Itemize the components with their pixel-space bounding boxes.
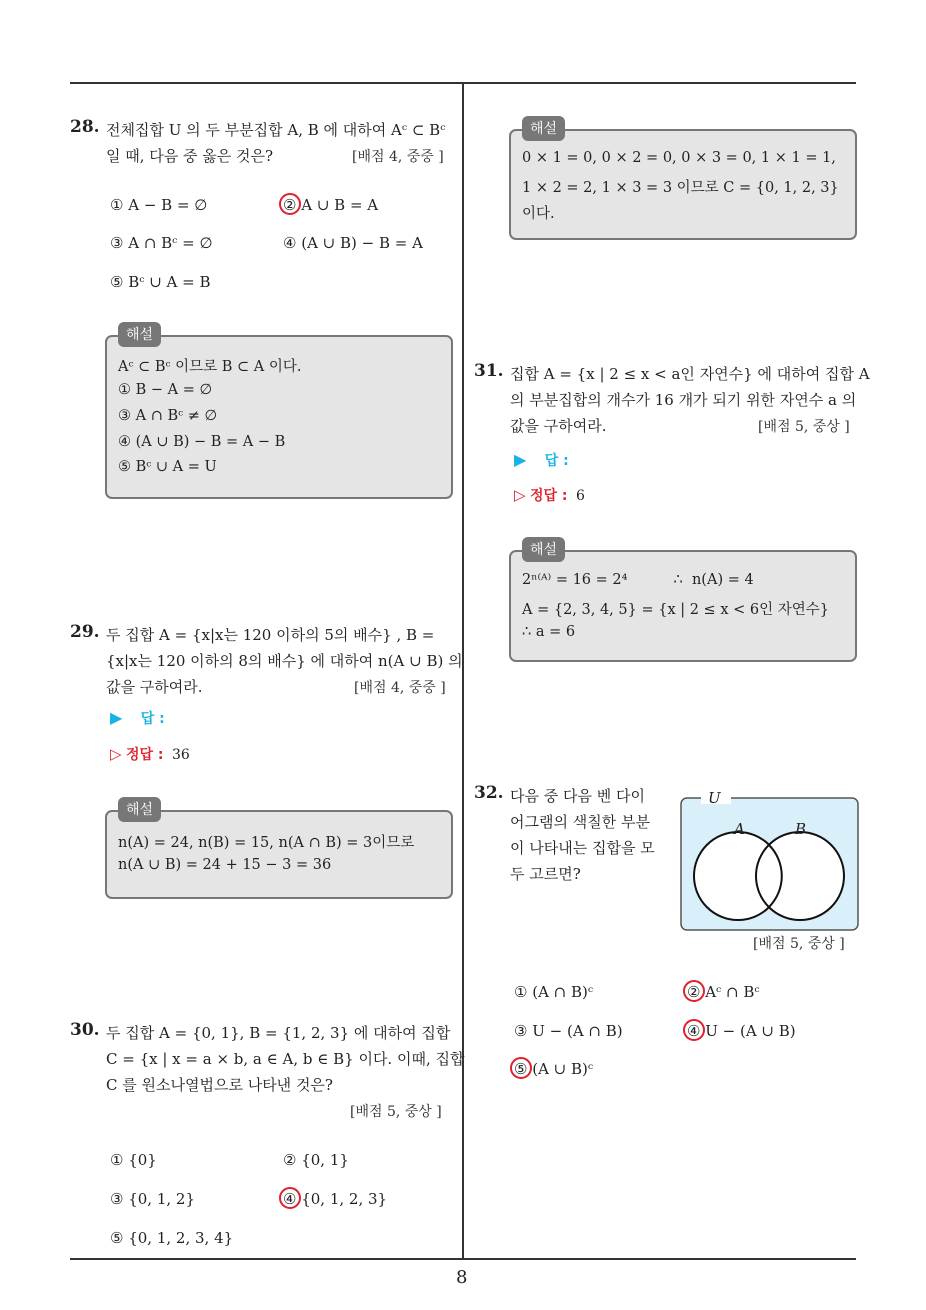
option-4[interactable]: ④ (A ∪ B) − B = A: [283, 234, 423, 252]
option-4[interactable]: ④ {0, 1, 2, 3}: [283, 1190, 388, 1208]
score-difficulty: [배점 5, 중상 ]: [753, 936, 845, 952]
score-difficulty: [배점 5, 중상 ]: [350, 1104, 442, 1120]
question-text: 어그램의 색칠한 부분: [510, 813, 650, 831]
correct-answer-row: [514, 485, 585, 505]
explanation-line: ⑤ Bᶜ ∪ A = U: [118, 459, 217, 475]
explanation-line: n(A) = 24, n(B) = 15, n(A ∩ B) = 3이므로: [118, 835, 415, 851]
score-difficulty: [배점 4, 중중 ]: [354, 680, 446, 696]
play-triangle-icon: ▶: [514, 450, 527, 469]
question-number: 30.: [70, 1020, 100, 1040]
option-3[interactable]: ③ A ∩ Bᶜ = ∅: [110, 234, 213, 252]
answer-row: [110, 708, 165, 728]
explanation-tag: 해설: [118, 322, 161, 347]
question-number: 32.: [474, 783, 504, 803]
venn-label-u: U: [708, 789, 721, 807]
explanation-box: [105, 810, 453, 899]
explanation-line: 1 × 2 = 2, 1 × 3 = 3 이므로 C = {0, 1, 2, 3}: [522, 180, 839, 196]
column-divider: [462, 84, 464, 1259]
option-2[interactable]: ② {0, 1}: [283, 1151, 349, 1169]
correct-answer-label: 정답 :: [530, 488, 568, 504]
selected-answer-mark: [510, 1057, 532, 1079]
question-number: 29.: [70, 622, 100, 642]
explanation-line: ① B − A = ∅: [118, 382, 213, 398]
question-text: 값을 구하여라.: [106, 678, 203, 696]
score-difficulty: [배점 4, 중중 ]: [352, 149, 444, 165]
option-1[interactable]: ① {0}: [110, 1151, 157, 1169]
question-text: 집합 A = {x | 2 ≤ x < a인 자연수} 에 대하여 집합 A: [510, 365, 870, 383]
option-1[interactable]: ① A − B = ∅: [110, 196, 208, 214]
answer-row: [514, 450, 569, 470]
option-5[interactable]: ⑤ {0, 1, 2, 3, 4}: [110, 1229, 234, 1247]
selected-answer-mark: [683, 1019, 705, 1041]
venn-label-b: B: [795, 820, 807, 838]
question-text: 일 때, 다음 중 옳은 것은?: [106, 147, 274, 165]
question-text: 값을 구하여라.: [510, 417, 607, 435]
question-text: 두 집합 A = {0, 1}, B = {1, 2, 3} 에 대하여 집합: [106, 1024, 451, 1042]
explanation-line: ④ (A ∪ B) − B = A − B: [118, 434, 286, 450]
explanation-tag: 해설: [118, 797, 161, 822]
question-text: C = {x | x = a × b, a ∈ A, b ∈ B} 이다. 이때, 집합: [106, 1050, 465, 1068]
page-number: 8: [456, 1267, 468, 1288]
option-1[interactable]: ① (A ∩ B)ᶜ: [514, 983, 594, 1001]
explanation-line: Aᶜ ⊂ Bᶜ 이므로 B ⊂ A 이다.: [118, 359, 302, 375]
question-text: C 를 원소나열법으로 나타낸 것은?: [106, 1076, 333, 1094]
explanation-tag: 해설: [522, 537, 565, 562]
play-triangle-icon: ▶: [110, 708, 123, 727]
correct-answer-row: [110, 744, 190, 764]
score-difficulty: [배점 5, 중상 ]: [758, 419, 850, 435]
explanation-line: ∴ a = 6: [522, 624, 576, 640]
outline-triangle-icon: ▷: [514, 486, 526, 504]
bottom-rule: [70, 1258, 856, 1260]
option-3[interactable]: ③ {0, 1, 2}: [110, 1190, 196, 1208]
option-5[interactable]: ⑤ Bᶜ ∪ A = B: [110, 273, 211, 291]
question-text: 의 부분집합의 개수가 16 개가 되기 위한 자연수 a 의: [510, 391, 857, 409]
question-number: 31.: [474, 361, 504, 381]
option-2[interactable]: ② A ∪ B = A: [283, 196, 379, 214]
option-3[interactable]: ③ U − (A ∩ B): [514, 1022, 623, 1040]
venn-label-a: A: [734, 820, 745, 838]
explanation-tag: 해설: [522, 116, 565, 141]
explanation-line: 이다.: [522, 206, 555, 222]
question-text: 전체집합 U 의 두 부분집합 A, B 에 대하여 Aᶜ ⊂ Bᶜ: [106, 121, 446, 139]
question-text: {x|x는 120 이하의 8의 배수} 에 대하여 n(A ∪ B) 의: [106, 652, 463, 670]
explanation-line: 2ⁿ⁽ᴬ⁾ = 16 = 2⁴ ∴ n(A) = 4: [522, 572, 754, 588]
explanation-line: 0 × 1 = 0, 0 × 2 = 0, 0 × 3 = 0, 1 × 1 = 1,: [522, 150, 836, 166]
correct-answer-label: 정답 :: [126, 747, 164, 763]
selected-answer-mark: [279, 1187, 301, 1209]
answer-label: 답 :: [544, 453, 569, 469]
venn-diagram: [679, 786, 861, 932]
explanation-line: A = {2, 3, 4, 5} = {x | 2 ≤ x < 6인 자연수}: [522, 602, 829, 618]
question-text: 이 나타내는 집합을 모: [510, 839, 655, 857]
question-text: 다음 중 다음 벤 다이: [510, 787, 645, 805]
question-number: 28.: [70, 117, 100, 137]
question-text: 두 집합 A = {x|x는 120 이하의 5의 배수} , B =: [106, 626, 435, 644]
selected-answer-mark: [279, 193, 301, 215]
outline-triangle-icon: ▷: [110, 745, 122, 763]
option-2[interactable]: ② Aᶜ ∩ Bᶜ: [687, 983, 760, 1001]
explanation-line: n(A ∪ B) = 24 + 15 − 3 = 36: [118, 857, 332, 873]
correct-answer-value: 36: [171, 747, 190, 763]
option-4[interactable]: ④ U − (A ∪ B): [687, 1022, 796, 1040]
correct-answer-value: 6: [575, 488, 585, 504]
answer-label: 답 :: [140, 711, 165, 727]
question-text: 두 고르면?: [510, 865, 581, 883]
selected-answer-mark: [683, 980, 705, 1002]
explanation-line: ③ A ∩ Bᶜ ≠ ∅: [118, 408, 218, 424]
option-5[interactable]: ⑤ (A ∪ B)ᶜ: [514, 1060, 594, 1078]
